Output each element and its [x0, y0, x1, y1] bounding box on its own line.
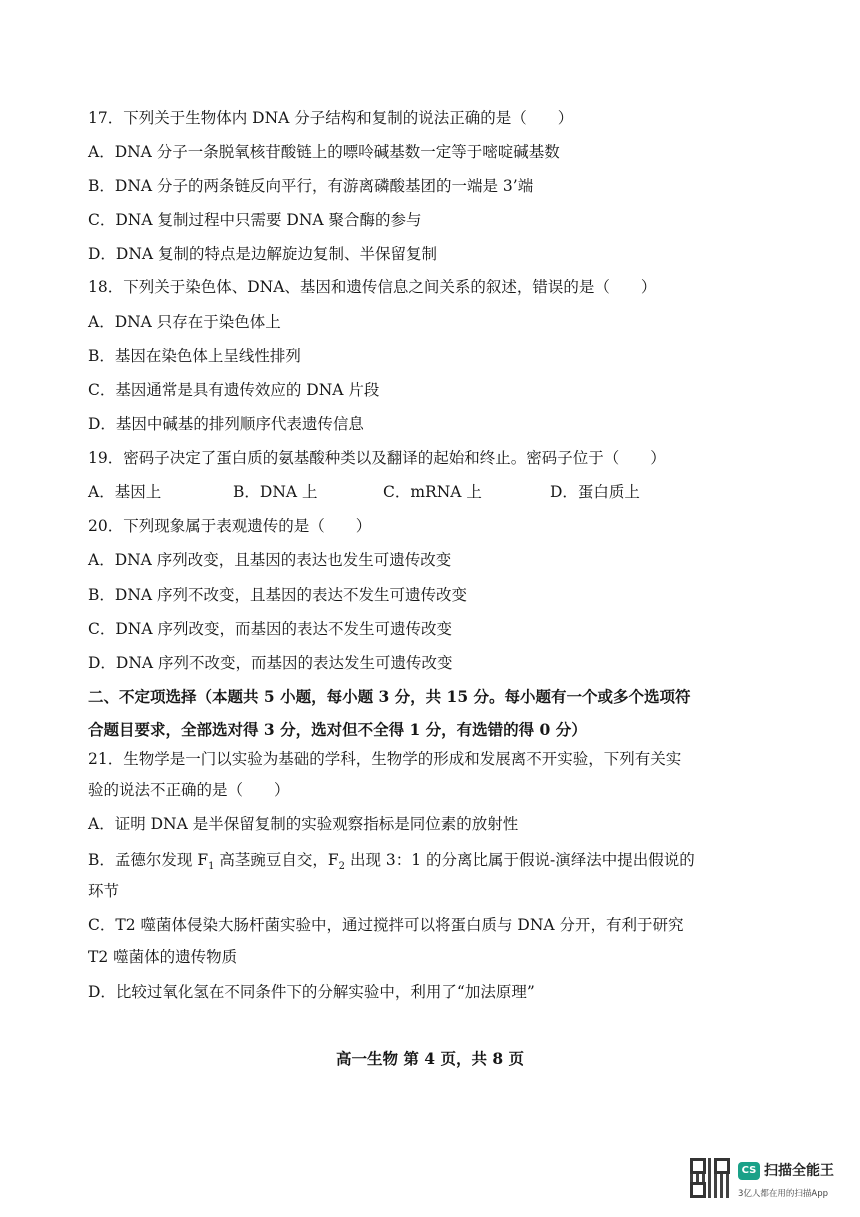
question-17-option-d: D．DNA 复制的特点是边解旋边复制、半保留复制 [88, 245, 438, 263]
question-20-option-a: A．DNA 序列改变，且基因的表达也发生可遗传改变 [88, 551, 452, 569]
section-2-heading: 二、不定项选择（本题共 5 小题，每小题 3 分，共 15 分。每小题有一个或多个选项符 [88, 687, 691, 706]
question-21-option-c-cont: T2 噬菌体的遗传物质 [88, 948, 238, 966]
section-2-heading-cont: 合题目要求，全部选对得 3 分，选对但不全得 1 分，有选错的得 0 分） [88, 720, 587, 739]
question-17-option-b: B．DNA 分子的两条链反向平行，有游离磷酸基团的一端是 3’端 [88, 177, 534, 195]
question-20-option-b: B．DNA 序列不改变，且基因的表达不发生可遗传改变 [88, 586, 468, 604]
question-20-stem: 20．下列现象属于表观遗传的是（ ） [88, 517, 372, 535]
page-footer: 高一生物 第 4 页，共 8 页 [335, 1049, 525, 1068]
question-20-option-d: D．DNA 序列不改变，而基因的表达发生可遗传改变 [88, 654, 453, 672]
question-19-option-b: B．DNA 上 [233, 483, 318, 501]
camscanner-logo-icon: CS [738, 1162, 760, 1180]
question-19-option-d: D．蛋白质上 [550, 483, 640, 501]
question-20-option-c: C．DNA 序列改变，而基因的表达不发生可遗传改变 [88, 620, 452, 638]
camscanner-name: 扫描全能王 [764, 1163, 834, 1179]
question-21-option-c: C．T2 噬菌体侵染大肠杆菌实验中，通过搅拌可以将蛋白质与 DNA 分开，有利于研究 [88, 916, 684, 934]
question-17-option-c: C．DNA 复制过程中只需要 DNA 聚合酶的参与 [88, 211, 422, 229]
question-18-option-d: D．基因中碱基的排列顺序代表遗传信息 [88, 415, 364, 433]
question-19-stem: 19．密码子决定了蛋白质的氨基酸种类以及翻译的起始和终止。密码子位于（ ） [88, 449, 666, 467]
question-21-stem: 21．生物学是一门以实验为基础的学科，生物学的形成和发展离不开实验，下列有关实 [88, 750, 682, 768]
question-21-option-b-cont: 环节 [88, 882, 120, 900]
question-19-option-c: C．mRNA 上 [383, 483, 482, 501]
question-18-option-a: A．DNA 只存在于染色体上 [88, 313, 281, 331]
qr-code-icon [690, 1158, 730, 1198]
question-21-option-b: B．孟德尔发现 $F_1$ 高茎豌豆自交，$F_2$ 出现 3：1 的分离比属于假说-演绎法中提出假说的 [88, 851, 695, 873]
question-21-option-a: A．证明 DNA 是半保留复制的实验观察指标是同位素的放射性 [88, 815, 519, 833]
question-17-option-a: A．DNA 分子一条脱氧核苷酸链上的嘌呤碱基数一定等于嘧啶碱基数 [88, 143, 560, 161]
question-18-stem: 18．下列关于染色体、DNA、基因和遗传信息之间关系的叙述，错误的是（ ） [88, 278, 657, 296]
question-21-stem-cont: 验的说法不正确的是（ ） [88, 781, 290, 799]
question-19-option-a: A．基因上 [88, 483, 162, 501]
question-18-option-c: C．基因通常是具有遗传效应的 DNA 片段 [88, 381, 380, 399]
question-18-option-b: B．基因在染色体上呈线性排列 [88, 347, 301, 365]
question-17-stem: 17．下列关于生物体内 DNA 分子结构和复制的说法正确的是（ ） [88, 109, 574, 127]
question-21-option-d: D．比较过氧化氢在不同条件下的分解实验中，利用了“加法原理” [88, 983, 535, 1001]
camscanner-tagline: 3亿人都在用的扫描App [738, 1189, 829, 1199]
